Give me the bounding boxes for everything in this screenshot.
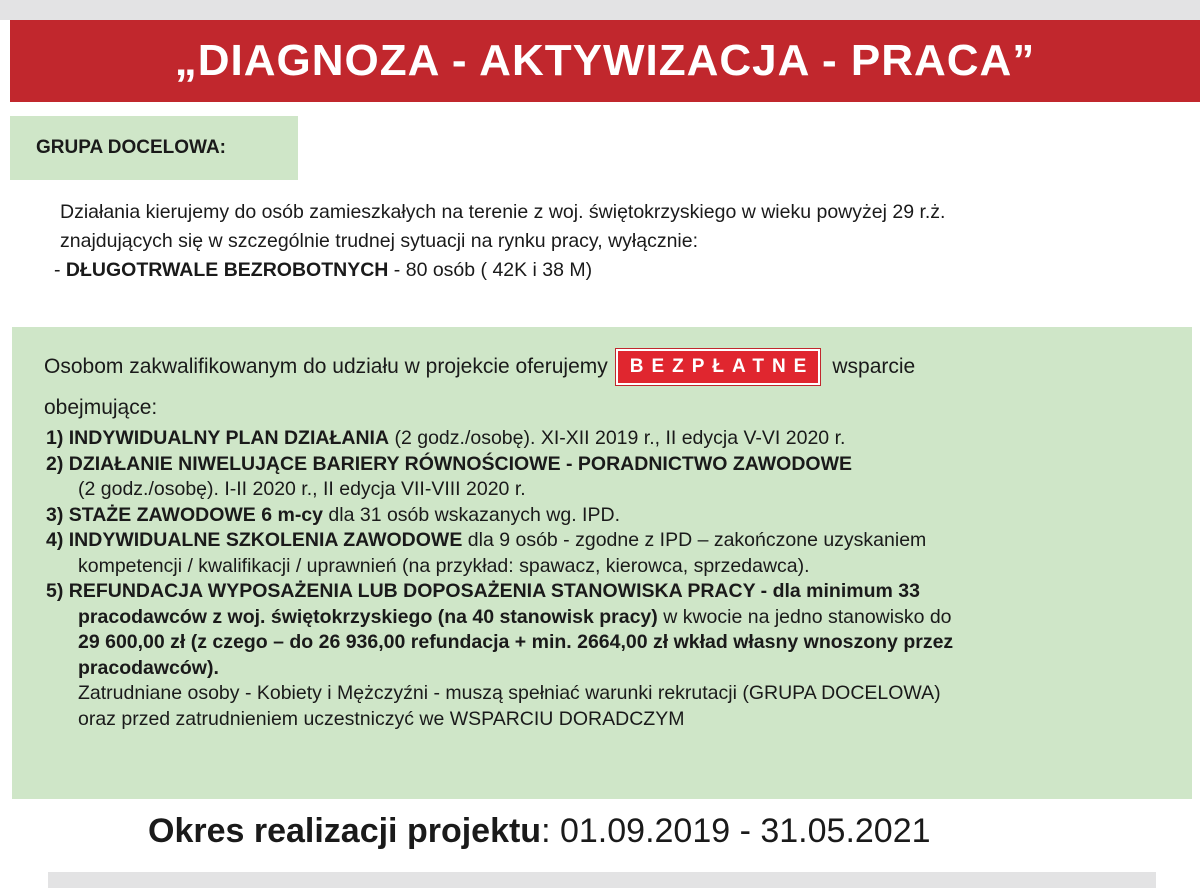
top-gray-strip	[0, 0, 1200, 20]
list-item-5-line-4	[46, 656, 1186, 682]
list-item-4	[46, 528, 1186, 554]
list-item-5-line-5: Zatrudniane osoby - Kobiety i Mężczyźni - muszą spełniać warunki rekrutacji (GRUPA DOCELOWA)	[78, 682, 941, 704]
period-label: Okres realizacji projektu	[148, 812, 542, 850]
period-dates: 01.09.2019 - 31.05.2021	[559, 812, 931, 850]
list-item-5-line-4-bold: pracodawców).	[78, 656, 219, 679]
list-item-5	[46, 579, 1186, 605]
target-group-description	[54, 198, 1190, 285]
project-period	[148, 812, 931, 851]
list-item-2	[46, 452, 1186, 478]
list-item-1	[46, 426, 1186, 452]
target-line-2: znajdujących się w szczególnie trudnej sytuacji na rynku pracy, wyłącznie:	[60, 230, 699, 252]
title-banner	[10, 20, 1200, 102]
list-item-5-line-3	[46, 630, 1186, 656]
list-item-3-bold: 3) STAŻE ZAWODOWE 6 m-cy	[46, 503, 323, 526]
offer-intro-line-2: obejmujące:	[44, 396, 158, 419]
offer-intro-line	[44, 349, 915, 385]
target-line-3-rest: - 80 osób ( 42K i 38 M)	[388, 259, 593, 281]
list-item-4-cont: kompetencji / kwalifikacji / uprawnień (na przykład: spawacz, kierowca, sprzedawca).	[78, 554, 810, 577]
list-item-2-bold: 2) DZIAŁANIE NIWELUJĄCE BARIERY RÓWNOŚCIOWE - PORADNICTWO ZAWODOWE	[46, 452, 852, 475]
list-item-4-bold: 4) INDYWIDUALNE SZKOLENIA ZAWODOWE	[46, 529, 463, 551]
list-item-5-line-2-rest: w kwocie na jedno stanowisko do	[657, 605, 952, 628]
list-item-3-rest: dla 31 osób wskazanych wg. IPD.	[323, 503, 620, 526]
list-item-5-line-6: oraz przed zatrudnieniem uczestniczyć we WSPARCIU DORADCZYM	[78, 707, 685, 730]
list-item-3	[46, 503, 1186, 529]
page-title: „DIAGNOZA - AKTYWIZACJA - PRACA”	[174, 36, 1036, 85]
support-list	[46, 426, 1186, 732]
offer-intro: Osobom zakwalifikowanym do udziału w projekcie oferujemy	[44, 355, 608, 378]
list-item-1-rest: (2 godz./osobę). XI-XII 2019 r., II edycja V-VI 2020 r.	[389, 427, 846, 449]
target-line-3-bold: DŁUGOTRWALE BEZROBOTNYCH	[65, 259, 389, 281]
target-line-3	[54, 256, 1190, 285]
list-item-5-line-2	[46, 605, 1186, 631]
list-item-5-bold: 5) REFUNDACJA WYPOSAŻENIA LUB DOPOSAŻENIA STANOWISKA PRACY - dla minimum 33	[46, 580, 920, 602]
list-item-2-cont: (2 godz./osobę). I-II 2020 r., II edycja VII-VIII 2020 r.	[78, 478, 526, 500]
free-badge: BEZPŁATNE	[616, 349, 821, 385]
list-item-5-line-2-bold: pracodawców z woj. świętokrzyskiego (na 40 stanowisk pracy)	[78, 605, 658, 628]
offer-after-badge: wsparcie	[832, 355, 916, 378]
period-colon: :	[541, 812, 560, 850]
bottom-gray-strip	[48, 872, 1156, 888]
list-item-5-line-3-bold: 29 600,00 zł (z czego – do 26 936,00 refundacja + min. 2664,00 zł wkład własny wnoszony przez	[78, 631, 954, 653]
target-group-label-box	[10, 116, 298, 180]
target-line-3-prefix: -	[54, 259, 66, 281]
target-group-label: GRUPA DOCELOWA:	[36, 137, 226, 158]
target-line-1: Działania kierujemy do osób zamieszkałych na terenie z woj. świętokrzyskiego w wieku powyżej 29 r.ż.	[60, 201, 946, 223]
list-item-4-rest: dla 9 osób - zgodne z IPD – zakończone uzyskaniem	[462, 529, 927, 551]
list-item-1-bold: 1) INDYWIDUALNY PLAN DZIAŁANIA	[46, 427, 390, 449]
